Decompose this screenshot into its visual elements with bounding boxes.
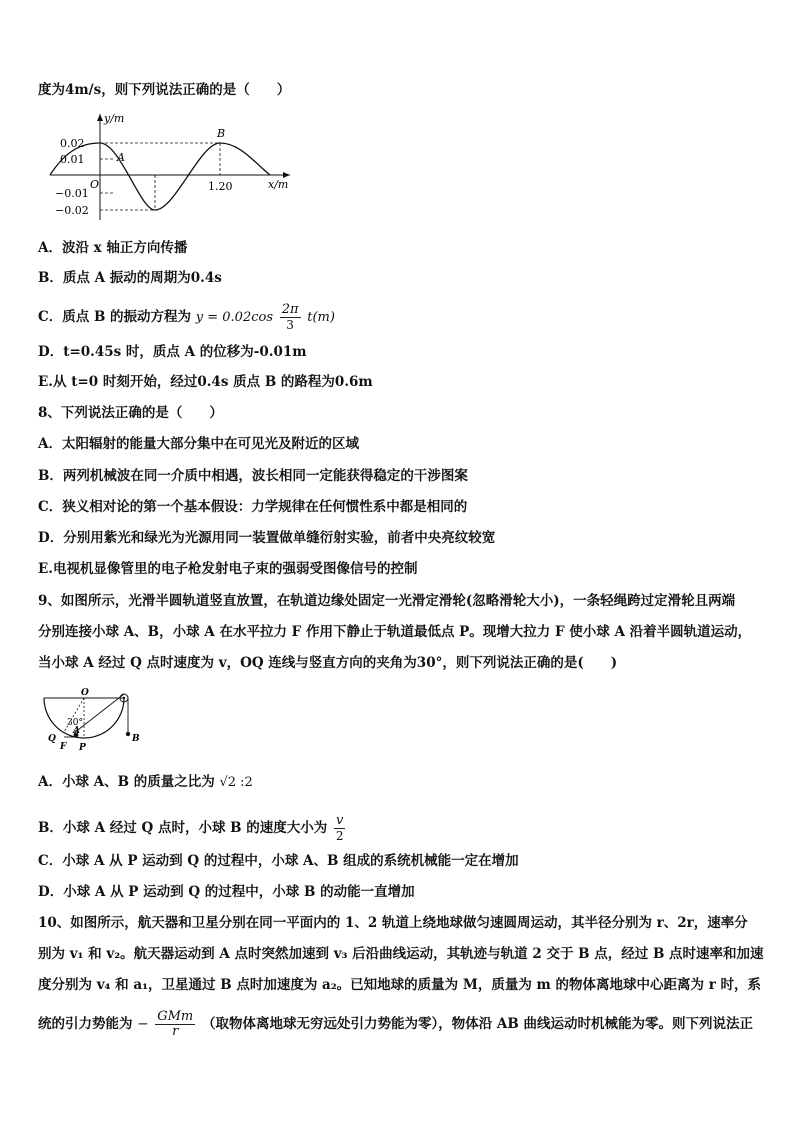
q9-option-b-fraction-den: 2 (335, 829, 344, 843)
q8-option-c: C．狭义相对论的第一个基本假设：力学规律在任何惯性系中都是相同的 (38, 499, 468, 515)
q7-option-c-fraction-num: 2π (281, 302, 299, 317)
q7-option-a: A．波沿 x 轴正方向传播 (38, 240, 188, 256)
q10-energy-num: GMm (157, 1009, 194, 1024)
q9-option-a (38, 772, 758, 793)
ball-b (126, 732, 130, 736)
point-b-label: B (217, 127, 226, 140)
q7-option-c-eq-right: t(m) (307, 310, 335, 325)
tick-y-neg0.01: −0.01 (55, 187, 89, 200)
label-f: F (60, 742, 67, 752)
q10-line-1: 10、如图所示，航天器和卫星分别在同一平面内的 1、2 轨道上绕地球做匀速圆周运动，其半径分别为 r、2r，速率分 (38, 915, 748, 931)
label-o: O (81, 688, 89, 698)
q9-stem-line-1: 9、如图所示，光滑半圆轨道竖直放置，在轨道边缘处固定一光滑定滑轮(忽略滑轮大小)，一条轻绳跨过定滑轮且两端 (38, 593, 736, 609)
q8-option-b: B．两列机械波在同一介质中相遇，波长相同一定能获得稳定的干涉图案 (38, 468, 468, 484)
q9-option-b-text: B．小球 A 经过 Q 点时，小球 B 的速度大小为 (38, 820, 328, 836)
tick-y-neg0.02: −0.02 (55, 204, 89, 217)
q10-energy-fraction (155, 1010, 195, 1039)
q9-stem-line-2: 分别连接小球 A、B，小球 A 在水平拉力 F 作用下静止于轨道最低点 P。现增大拉力 F 使小球 A 沿着半圆轨道运动， (38, 624, 752, 640)
q9-semicircle-figure (40, 686, 150, 756)
q7-intro: 度为4m/s，则下列说法正确的是（ ） (38, 82, 291, 98)
origin-label: O (90, 178, 100, 191)
q9-option-b-fraction (334, 814, 345, 843)
label-a: A (73, 726, 80, 736)
q9-option-b (38, 814, 758, 843)
label-b: B (132, 734, 140, 744)
q10-line-3: 度分别为 v₄ 和 a₁，卫星通过 B 点时加速度为 a₂。已知地球的质量为 M，质量为 m 的物体离地球中心距离为 r 时，系 (38, 977, 762, 993)
tick-y-0.01: 0.01 (60, 153, 85, 166)
q8-option-d: D．分别用紫光和绿光为光源用同一装置做单缝衍射实验，前者中央亮纹较宽 (38, 530, 496, 546)
label-30: 30° (67, 718, 83, 728)
point-a-label: A (117, 151, 125, 164)
q7-option-c-fraction-den: 3 (286, 318, 294, 332)
q9-option-d: D．小球 A 从 P 运动到 Q 的过程中，小球 B 的动能一直增加 (38, 884, 415, 900)
q9-stem-line-3: 当小球 A 经过 Q 点时速度为 v，OQ 连线与竖直方向的夹角为30°，则下列说法正确的是( ) (38, 655, 618, 671)
q7-option-c-fraction (280, 303, 301, 332)
q9-option-c: C．小球 A 从 P 运动到 Q 的过程中，小球 A、B 组成的系统机械能一定在增加 (38, 853, 519, 869)
y-axis-arrow (97, 114, 103, 121)
q7-option-e: E.从 t=0 时刻开始，经过0.4s 质点 B 的路程为0.6m (38, 374, 373, 390)
label-q: Q (48, 734, 56, 744)
q10-energy-prefix: 统的引力势能为 (38, 1016, 133, 1032)
q9-option-a-text: A．小球 A、B 的质量之比为 (38, 774, 215, 790)
q9-option-a-ratio: √2 :2 (219, 775, 253, 790)
q7-option-c-eq-left: y = 0.02cos (195, 310, 273, 325)
tick-y-0.02: 0.02 (60, 137, 85, 150)
q10-line-4-text: （取物体离地球无穷远处引力势能为零），物体沿 AB 曲线运动时机械能为零。则下列说法正 (201, 1016, 753, 1032)
q8-option-e: E.电视机显像管里的电子枪发射电子束的强弱受图像信号的控制 (38, 561, 418, 577)
q10-energy-den: r (172, 1024, 179, 1039)
q8-stem: 8、下列说法正确的是（ ） (38, 405, 223, 421)
x-axis-label: x/m (268, 178, 289, 191)
tick-x-1.20: 1.20 (208, 180, 233, 193)
q10-line-2: 别为 v₁ 和 v₂。航天器运动到 A 点时突然加速到 v₃ 后沿曲线运动，其轨迹与轨道 2 交于 B 点，经过 B 点时速率和加速 (38, 946, 764, 962)
q10-line-4: 统的引力势能为 − $\frac{\text{GMm}}{r}$ （取物体离地球无穷远处引力势能为零），物体沿 AB 曲线运动时机械能为零。则下列说法正 (38, 1009, 753, 1039)
q7-option-c (38, 303, 758, 332)
label-p: P (79, 743, 86, 753)
q7-option-b: B．质点 A 振动的周期为0.4s (38, 270, 222, 286)
q9-option-b-fraction-num: v (335, 813, 344, 828)
y-axis-label: y/m (104, 112, 125, 125)
q7-option-c-text: C．质点 B 的振动方程为 (38, 309, 192, 325)
q7-wave-graph (40, 108, 300, 222)
q8-option-a: A．太阳辐射的能量大部分集中在可见光及附近的区域 (38, 436, 359, 452)
q7-option-d: D．t=0.45s 时，质点 A 的位移为-0.01m (38, 344, 307, 360)
